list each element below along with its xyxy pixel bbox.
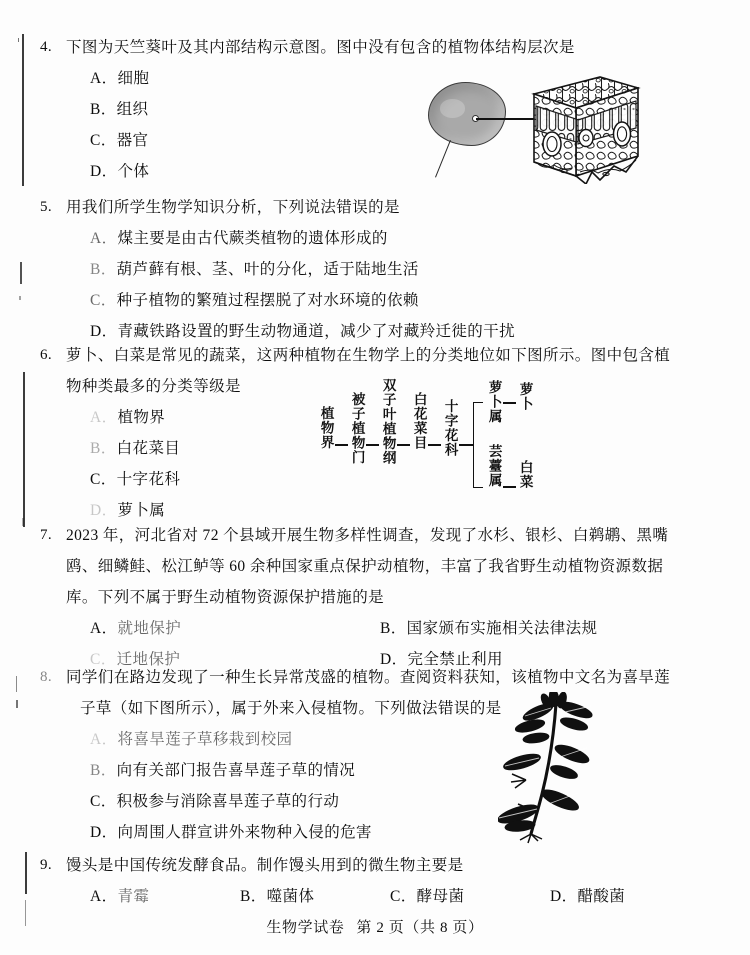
option-text: 个体 (117, 163, 150, 180)
question-stem-line-1: 萝卜、白菜是常见的蔬菜，这两种植物在生物学上的分类地位如下图所示。图中包含植 (66, 347, 671, 364)
taxon-phylum: 被子植物门 (349, 392, 365, 465)
footer-subject: 生物学试卷 (266, 920, 345, 936)
alligator-weed-figure (498, 692, 618, 844)
option-text: 葫芦藓有根、茎、叶的分化，适于陆地生活 (116, 261, 419, 278)
option-text: 器官 (116, 132, 149, 149)
option-a[interactable] (90, 223, 720, 254)
option-label: D． (380, 651, 408, 668)
taxon-kingdom: 植物界 (318, 406, 334, 450)
scan-artifact-line (23, 372, 25, 527)
question-number: 9. (40, 857, 53, 873)
option-text: 十字花科 (116, 471, 181, 488)
option-text: 向周围人群宣讲外来物种入侵的危害 (117, 824, 372, 841)
option-label: A． (90, 620, 118, 637)
scan-artifact-line (16, 700, 18, 708)
option-label: C． (90, 471, 117, 488)
question-number: 4. (40, 39, 53, 55)
option-label: A． (90, 70, 118, 87)
taxonomy-tree-figure (318, 372, 588, 494)
option-text: 组织 (116, 101, 149, 118)
leaf-cross-section-block (530, 72, 642, 184)
question-stem-line-2: 鸥、细鳞鲑、松江鲈等 60 余种国家重点保护动植物，丰富了我省野生动植物资源数据 (66, 558, 664, 575)
option-text: 完全禁止利用 (407, 651, 503, 668)
option-a[interactable] (90, 881, 240, 912)
option-text: 噬菌体 (266, 888, 315, 905)
option-label: B． (90, 261, 117, 278)
option-label: C． (90, 651, 117, 668)
tax-connector (503, 486, 516, 488)
option-label: D． (550, 888, 578, 905)
footer-page-label: 第 2 页（共 8 页） (356, 920, 484, 936)
page-footer (0, 916, 750, 937)
option-text: 向有关部门报告喜旱莲子草的情况 (116, 762, 356, 779)
question-7 (40, 520, 730, 675)
option-text: 青藏铁路设置的野生动物通道，减少了对藏羚迁徙的干扰 (117, 323, 516, 340)
tax-connector (503, 402, 516, 404)
taxon-species-2: 白菜 (517, 460, 533, 489)
tax-connector (335, 444, 348, 446)
option-text: 种子植物的繁殖过程摆脱了对水环境的依赖 (116, 292, 419, 309)
question-stem: 用我们所学生物学知识分析，下列说法错误的是 (66, 199, 400, 216)
option-label: A． (90, 888, 118, 905)
scan-artifact-line (25, 852, 27, 894)
option-c[interactable] (90, 285, 720, 316)
option-b[interactable] (90, 254, 720, 285)
question-stem-line-2: 物种类最多的分类等级是 (66, 378, 241, 395)
question-number: 7. (40, 527, 53, 543)
option-text: 煤主要是由古代蕨类植物的遗体形成的 (117, 230, 388, 247)
scan-artifact-line (19, 296, 21, 300)
option-label: B． (90, 440, 117, 457)
option-label: B． (380, 620, 407, 637)
taxon-genus-2: 芸薹属 (486, 444, 502, 488)
scan-artifact-line (16, 676, 17, 692)
option-text: 醋酸菌 (577, 888, 626, 905)
leaf-petiole-line (435, 140, 479, 189)
option-text: 国家颁布实施相关法律法规 (406, 620, 598, 637)
leaf-blob-icon (428, 82, 506, 146)
scan-artifact-line (18, 38, 19, 42)
option-label: C． (390, 888, 417, 905)
question-stem: 馒头是中国传统发酵食品。制作馒头用到的微生物主要是 (66, 857, 464, 874)
option-text: 迁地保护 (116, 651, 181, 668)
tax-connector (397, 444, 410, 446)
scan-artifact-line (22, 518, 24, 526)
leaf-cross-section-figure (420, 72, 645, 184)
option-text: 白花菜目 (116, 440, 181, 457)
option-label: D． (90, 824, 118, 841)
option-a[interactable] (90, 613, 380, 644)
question-stem-line-1: 2023 年，河北省对 72 个县域开展生物多样性调查，发现了水杉、银杉、白鹈鹕、黑嘴 (66, 527, 669, 544)
scan-artifact-line (22, 34, 24, 186)
option-label: C． (90, 292, 117, 309)
option-text: 积极参与消除喜旱莲子草的行动 (116, 793, 340, 810)
option-text: 植物界 (117, 409, 166, 426)
option-label: B． (240, 888, 267, 905)
option-text: 细胞 (117, 70, 150, 87)
tax-connector (428, 444, 441, 446)
option-text: 青霉 (117, 888, 150, 905)
option-label: D． (90, 163, 118, 180)
tax-connector (459, 444, 473, 446)
option-label: B． (90, 762, 117, 779)
question-9 (40, 850, 730, 912)
question-number: 5. (40, 199, 53, 215)
taxon-family: 十字花科 (442, 399, 458, 457)
option-b[interactable] (240, 881, 390, 912)
question-stem-line-3: 库。下列不属于野生动植物资源保护措施的是 (66, 589, 385, 606)
option-label: C． (90, 132, 117, 149)
option-text: 酵母菌 (416, 888, 465, 905)
option-label: A． (90, 230, 118, 247)
question-number: 6. (40, 347, 53, 363)
question-stem-line-2: 子草（如下图所示），属于外来入侵植物。下列做法错误的是 (80, 700, 502, 717)
option-c[interactable] (390, 881, 550, 912)
option-text: 将喜旱莲子草移栽到校园 (117, 731, 293, 748)
tax-branch-bracket (473, 402, 483, 488)
option-label: C． (90, 793, 117, 810)
tax-connector (366, 444, 379, 446)
option-label: B． (90, 101, 117, 118)
option-label: A． (90, 731, 118, 748)
option-text: 萝卜属 (117, 502, 166, 519)
question-stem: 下图为天竺葵叶及其内部结构示意图。图中没有包含的植物体结构层次是 (66, 39, 575, 56)
option-d[interactable] (550, 881, 625, 912)
taxon-species-1: 萝卜 (517, 382, 533, 411)
option-label: D． (90, 323, 118, 340)
taxon-genus-1: 萝卜属 (486, 380, 502, 424)
option-label: D． (90, 502, 118, 519)
scan-artifact-line (20, 262, 22, 284)
taxon-class: 双子叶植物纲 (380, 378, 396, 465)
taxon-order: 白花菜目 (411, 392, 427, 450)
question-stem-line-1: 同学们在路边发现了一种生长异常茂盛的植物。查阅资料获知，该植物中文名为喜旱莲 (66, 669, 671, 686)
option-text: 就地保护 (117, 620, 182, 637)
option-b[interactable] (380, 613, 597, 644)
option-label: A． (90, 409, 118, 426)
question-5 (40, 192, 720, 347)
question-number: 8. (40, 669, 53, 685)
